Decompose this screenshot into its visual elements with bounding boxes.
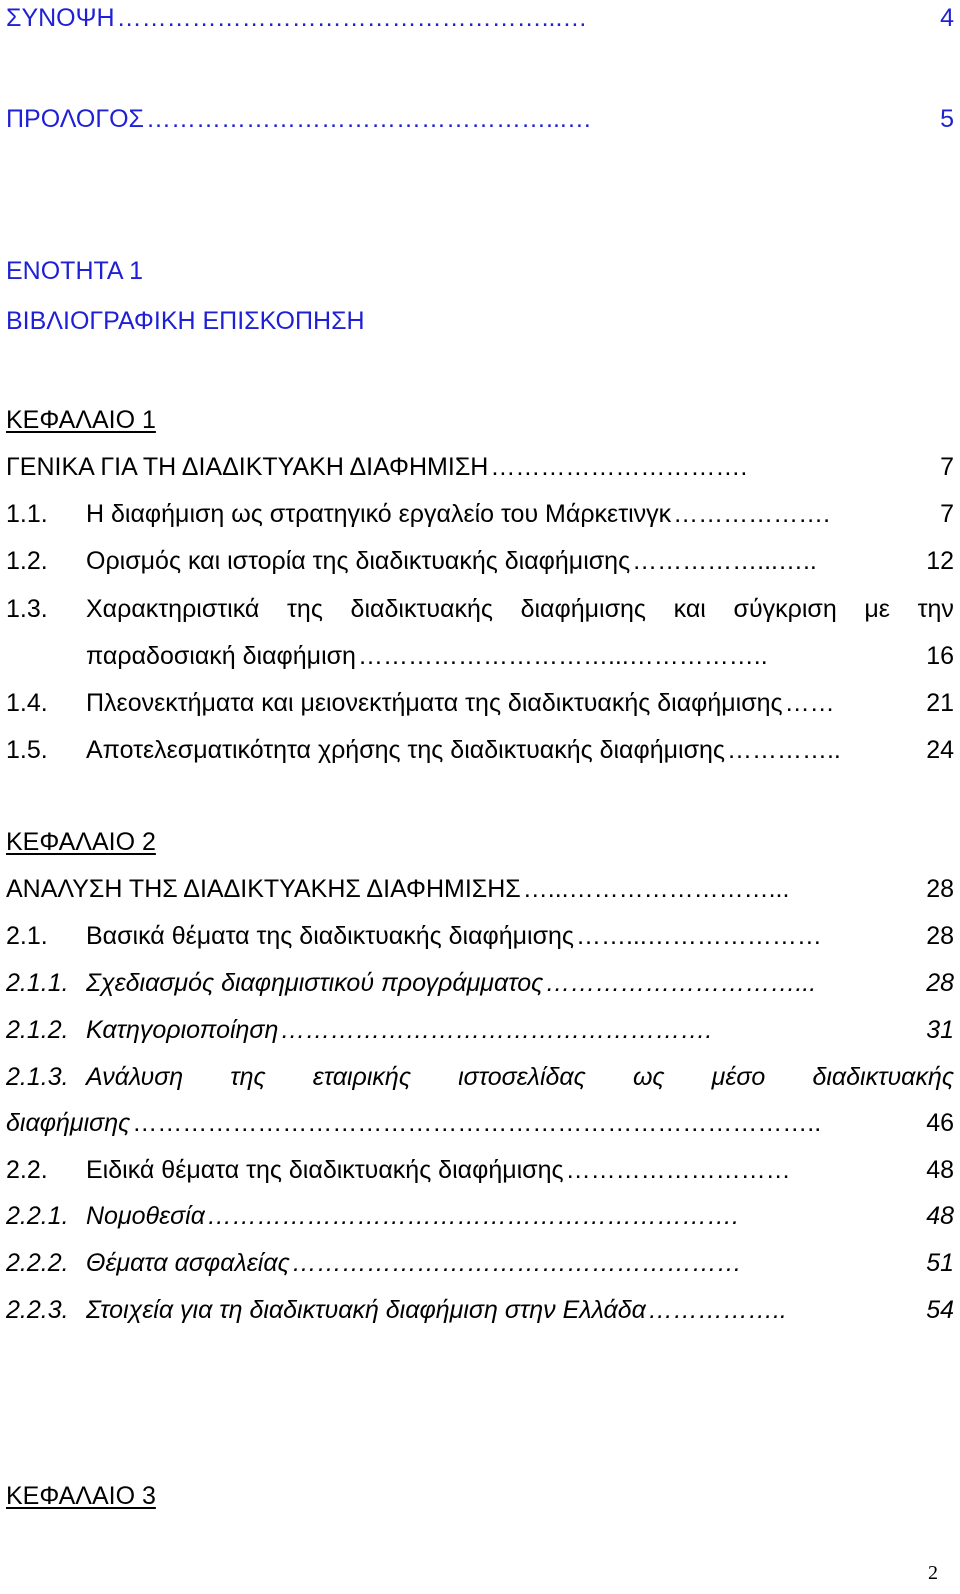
toc-title-word: διαδικτυακής <box>350 595 493 623</box>
toc-section-number: 2.1.1. <box>6 969 69 997</box>
toc-chapter-heading[interactable] <box>6 451 954 483</box>
toc-page-number: 54 <box>926 1296 954 1324</box>
toc-entry-2-1-3-cont[interactable] <box>6 1107 954 1139</box>
toc-title-word: διαδικτυακής <box>812 1063 954 1091</box>
toc-title <box>86 1061 954 1093</box>
toc-title: Κατηγοριοποίηση <box>86 1016 279 1044</box>
toc-leader-dots: …………………………... <box>545 969 817 997</box>
toc-leader-dots: ……………………………………………… <box>291 1249 742 1277</box>
toc-title: ΠΡΟΛΟΓΟΣ <box>6 105 145 133</box>
chapter-2-label: ΚΕΦΑΛΑΙΟ 2 <box>6 828 156 856</box>
toc-page-number: 21 <box>926 689 954 717</box>
toc-leader-dots: ……………………………………………...… <box>116 4 588 32</box>
toc-title-word: την <box>917 595 954 623</box>
toc-entry-2-1-2[interactable] <box>6 1014 954 1046</box>
chapter-label <box>6 404 954 436</box>
page-number: 2 <box>928 1562 938 1584</box>
toc-leader-dots: …… <box>784 689 835 717</box>
toc-leader-dots: …………………………. <box>490 453 748 481</box>
toc-leader-dots: …………….. <box>647 1296 787 1324</box>
toc-section-number: 1.5. <box>6 736 48 764</box>
toc-title-word: Ανάλυση <box>86 1063 184 1091</box>
toc-entry-2-2-3[interactable] <box>6 1294 954 1326</box>
toc-title-word: διαφήμισης <box>520 595 646 623</box>
toc-title: Ειδικά θέματα της διαδικτυακής διαφήμισης <box>86 1156 564 1184</box>
toc-title-word: ως <box>632 1063 665 1091</box>
toc-section-number: 2.1.2. <box>6 1016 69 1044</box>
toc-title: ΓΕΝΙΚΑ ΓΙΑ ΤΗ ΔΙΑΔΙΚΤΥΑΚΗ ΔΙΑΦΗΜΙΣΗ <box>6 453 489 481</box>
toc-title-continuation: παραδοσιακή διαφήμιση <box>86 642 356 670</box>
toc-entry-2-2-1[interactable] <box>6 1200 954 1232</box>
toc-entry-1-2[interactable] <box>6 545 954 577</box>
toc-page-number: 51 <box>926 1249 954 1277</box>
toc-entry-1-3-cont[interactable] <box>86 640 954 672</box>
toc-section-number: 1.1. <box>6 500 48 528</box>
toc-entry-2-1[interactable] <box>6 920 954 952</box>
toc-leader-dots: ……...………………… <box>575 922 822 950</box>
toc-entry-1-1[interactable] <box>6 498 954 530</box>
toc-leader-dots: ……………………… <box>565 1156 791 1184</box>
toc-title: Θέματα ασφαλείας <box>86 1249 290 1277</box>
toc-section-number: 1.2. <box>6 547 48 575</box>
unit-title: ΒΙΒΛΙΟΓΡΑΦΙΚΗ ΕΠΙΣΚΟΠΗΣΗ <box>6 307 365 335</box>
toc-page-number: 7 <box>940 500 954 528</box>
toc-entry-2-1-1[interactable] <box>6 967 954 999</box>
toc-leader-dots: ………………………………………………………. <box>207 1202 739 1230</box>
toc-title-word: ιστοσελίδας <box>458 1063 586 1091</box>
toc-title-continuation: διαφήμισης <box>6 1109 131 1137</box>
toc-title: Στοιχεία για τη διαδικτυακή διαφήμιση στην Ελλάδα <box>86 1296 646 1324</box>
toc-title: Ορισμός και ιστορία της διαδικτυακής διαφήμισης <box>86 547 631 575</box>
toc-page-number: 7 <box>940 453 954 481</box>
toc-entry-2-1-3[interactable] <box>6 1061 954 1093</box>
toc-title-word: εταιρικής <box>312 1063 411 1091</box>
toc-page-number: 28 <box>926 969 954 997</box>
toc-section-number: 2.2.2. <box>6 1249 69 1277</box>
toc-title: ΣΥΝΟΨΗ <box>6 4 115 32</box>
toc-page-number: 28 <box>926 922 954 950</box>
toc-section-number: 2.1.3. <box>6 1063 69 1091</box>
toc-leader-dots: …...……………………... <box>522 875 790 903</box>
toc-title-word: της <box>287 595 323 623</box>
toc-section-number: 1.4. <box>6 689 48 717</box>
toc-entry-2-2[interactable] <box>6 1154 954 1186</box>
toc-entry-1-3[interactable] <box>6 593 954 625</box>
toc-page-number: 16 <box>926 642 954 670</box>
toc-entry-prologue[interactable] <box>6 103 954 135</box>
toc-title: Αποτελεσματικότητα χρήσης της διαδικτυακής διαφήμισης <box>86 736 725 764</box>
toc-title-word: και <box>673 595 706 623</box>
toc-leader-dots: ……………………………………………. <box>280 1016 713 1044</box>
chapter-label <box>6 826 954 858</box>
toc-entry-1-5[interactable] <box>6 734 954 766</box>
toc-title-word: Χαρακτηριστικά <box>86 595 260 623</box>
chapter-1-label: ΚΕΦΑΛΑΙΟ 1 <box>6 406 156 434</box>
toc-section-number: 2.1. <box>6 922 48 950</box>
toc-leader-dots: ………………. <box>673 500 831 528</box>
toc-title: ΑΝΑΛΥΣΗ ΤΗΣ ΔΙΑΔΙΚΤΥΑΚΗΣ ΔΙΑΦΗΜΙΣΗΣ <box>6 875 521 903</box>
toc-leader-dots: …………………………………………...… <box>146 105 592 133</box>
toc-section-number: 2.2. <box>6 1156 48 1184</box>
toc-page-number: 46 <box>926 1109 954 1137</box>
chapter-label <box>6 1480 954 1512</box>
toc-title-word: μέσο <box>711 1063 766 1091</box>
toc-entry-1-4[interactable] <box>6 687 954 719</box>
unit-label: ΕΝΟΤΗΤΑ 1 <box>6 257 144 285</box>
toc-page-number: 24 <box>926 736 954 764</box>
toc-section-number: 2.2.3. <box>6 1296 69 1324</box>
toc-title: Βασικά θέματα της διαδικτυακής διαφήμισης <box>86 922 574 950</box>
toc-title: Νομοθεσία <box>86 1202 205 1230</box>
toc-page-number: 48 <box>926 1202 954 1230</box>
toc-page-number: 12 <box>926 547 954 575</box>
toc-leader-dots: ……………...….. <box>632 547 817 575</box>
toc-leader-dots: ……………………………………………………………………….. <box>132 1109 822 1137</box>
toc-title <box>86 593 954 625</box>
toc-entry-synopsis[interactable] <box>6 2 954 34</box>
toc-entry-2-2-2[interactable] <box>6 1247 954 1279</box>
toc-page-number: 28 <box>926 875 954 903</box>
toc-title-word: της <box>230 1063 266 1091</box>
toc-page-number: 5 <box>940 105 954 133</box>
toc-title-word: σύγκριση <box>733 595 837 623</box>
chapter-3-label: ΚΕΦΑΛΑΙΟ 3 <box>6 1482 156 1510</box>
toc-title: Πλεονεκτήματα και μειονεκτήματα της διαδικτυακής διαφήμισης <box>86 689 783 717</box>
toc-chapter-heading[interactable] <box>6 873 954 905</box>
toc-title: Η διαφήμιση ως στρατηγικό εργαλείο του Μάρκετινγκ <box>86 500 672 528</box>
toc-leader-dots: ………….. <box>726 736 841 764</box>
toc-section-number: 1.3. <box>6 595 48 623</box>
toc-page-number: 31 <box>926 1016 954 1044</box>
toc-page-number: 4 <box>940 4 954 32</box>
toc-leader-dots: …………………………...…………….. <box>357 642 768 670</box>
toc-title-word: με <box>864 595 890 623</box>
toc-page-number: 48 <box>926 1156 954 1184</box>
toc-title: Σχεδιασμός διαφημιστικού προγράμματος <box>86 969 544 997</box>
toc-section-number: 2.2.1. <box>6 1202 69 1230</box>
